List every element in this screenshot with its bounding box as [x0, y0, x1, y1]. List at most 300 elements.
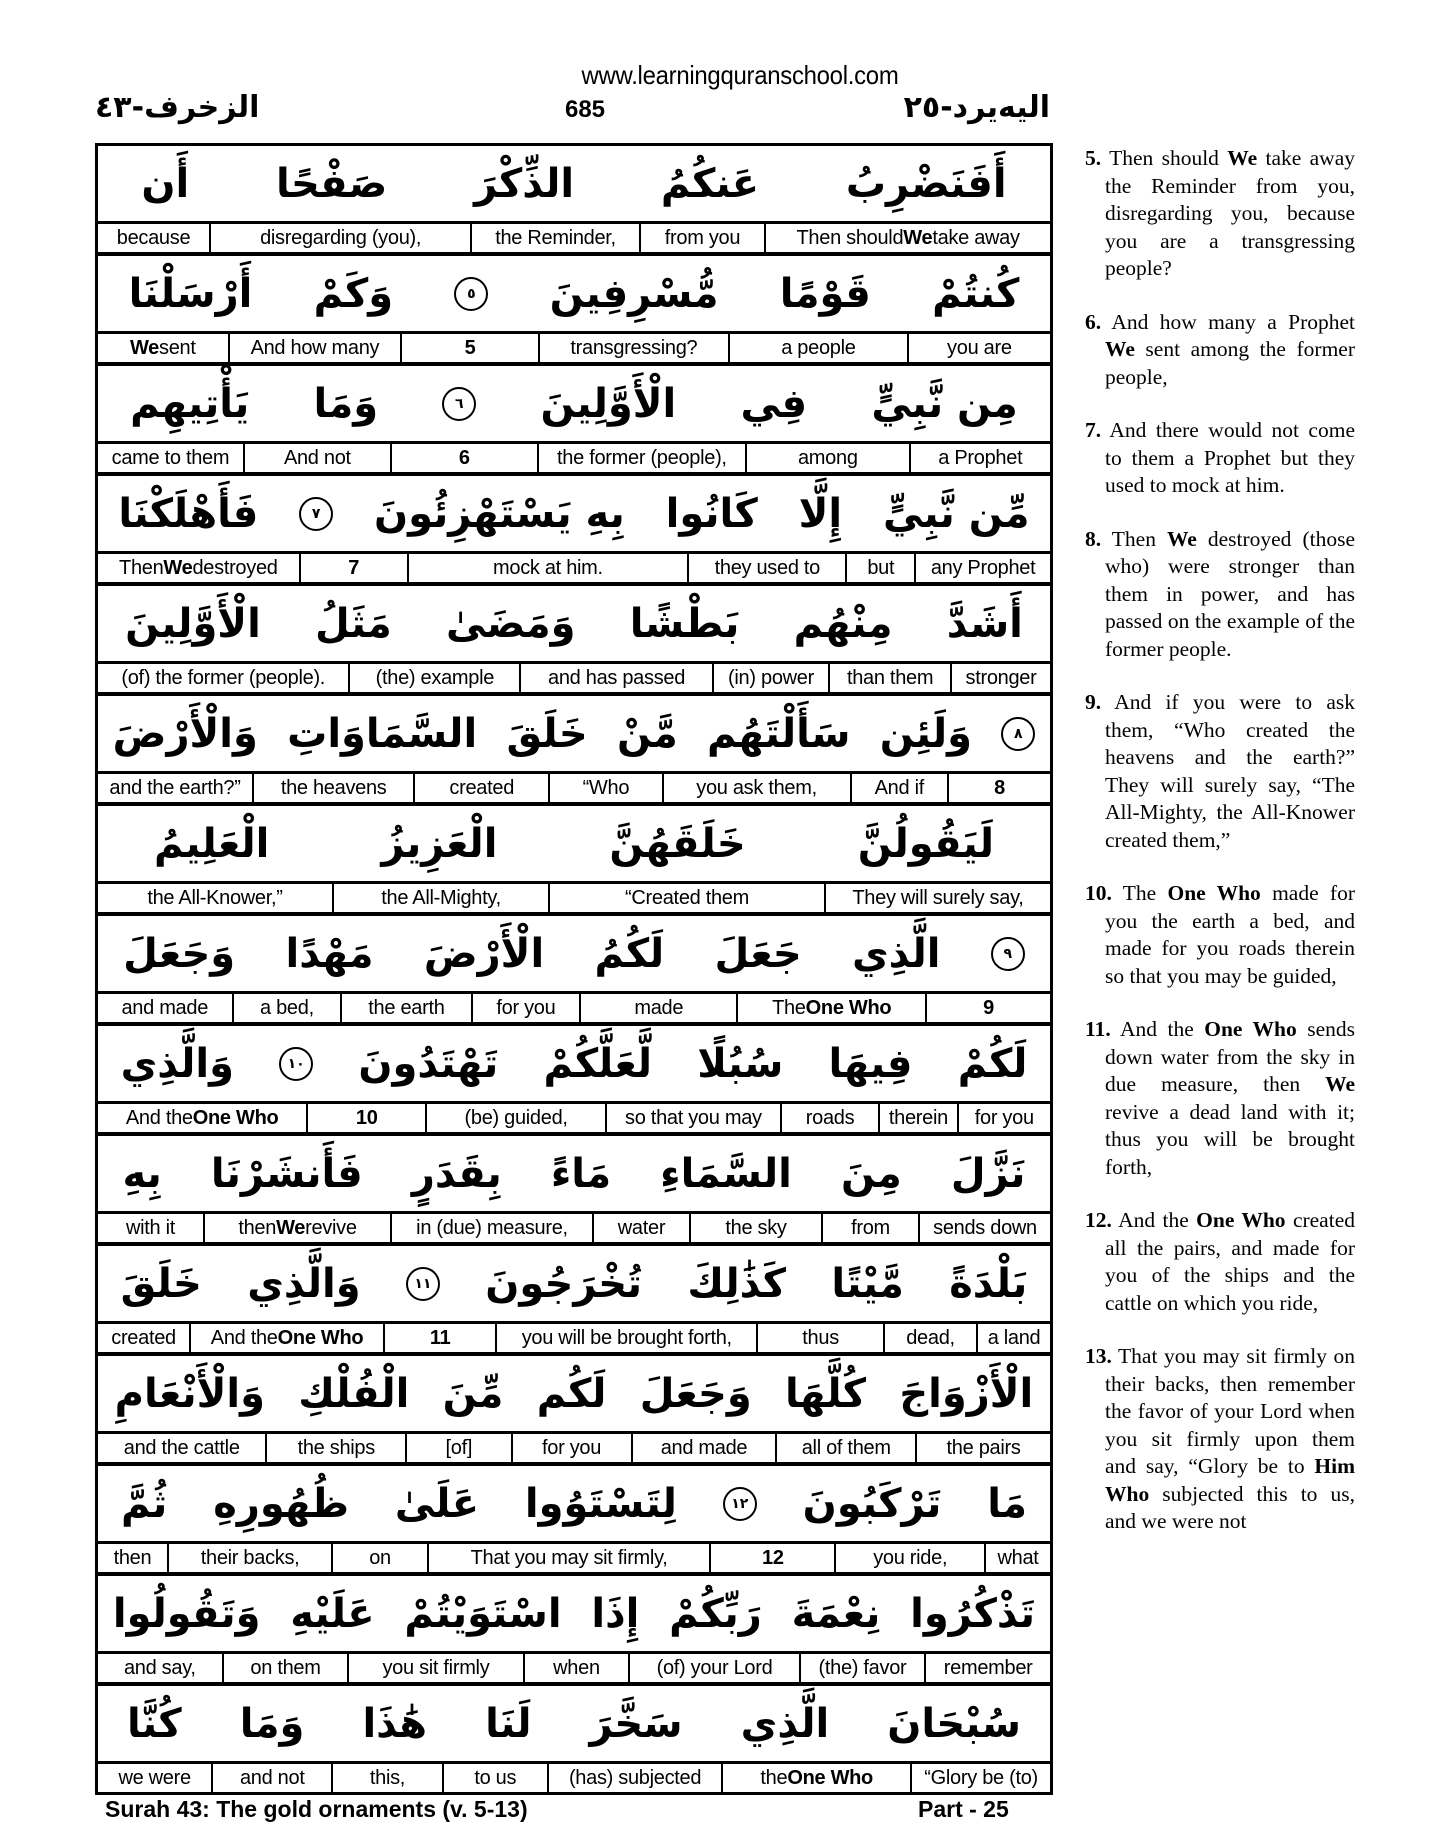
- gloss-row: [98, 554, 1050, 586]
- gloss-cell: [413, 774, 548, 802]
- gloss-text: created: [449, 776, 515, 799]
- verse-translation: [1085, 145, 1355, 283]
- gloss-cell: [265, 1434, 405, 1462]
- gloss-text: a bed,: [260, 996, 314, 1019]
- arabic-word: الْعَلِيمُ: [153, 820, 270, 867]
- arabic-word: الْعَزِيزُ: [381, 820, 498, 867]
- translation-text: made for you the earth a bed, and made for you roads therein so that you may be guided,: [1105, 881, 1355, 988]
- gloss-text: this,: [369, 1766, 406, 1789]
- gloss-text: when: [553, 1656, 600, 1679]
- gloss-cell: [98, 224, 209, 252]
- verse-translation: [1085, 526, 1355, 664]
- gloss-row: [98, 1764, 1050, 1792]
- gloss-text: stronger: [965, 666, 1037, 689]
- translation-column: [1085, 145, 1355, 1562]
- gloss-cell: [687, 554, 845, 582]
- arabic-word: مُّسْرِفِينَ: [549, 270, 719, 317]
- gloss-text: then: [238, 1216, 277, 1239]
- arabic-word: لَنَا: [485, 1700, 532, 1747]
- gloss-cell: [780, 1104, 879, 1132]
- gloss-text: dead,: [906, 1326, 955, 1349]
- gloss-cell: [537, 444, 745, 472]
- gloss-text: you ride,: [873, 1546, 948, 1569]
- gloss-text: you sit firmly: [382, 1656, 490, 1679]
- gloss-text: revive: [305, 1216, 357, 1239]
- verse-number: 10.: [1085, 881, 1112, 905]
- gloss-text: Then: [119, 556, 164, 579]
- arabic-word: ثُمَّ: [120, 1480, 168, 1527]
- gloss-text: “Glory be (to): [924, 1766, 1038, 1789]
- verse-translation: [1085, 1343, 1355, 1536]
- arabic-word: سَخَّرَ: [589, 1700, 683, 1747]
- arabic-word: سُبْحَانَ: [887, 1700, 1021, 1747]
- gloss-cell: [348, 664, 519, 692]
- verse-number: 13.: [1085, 1344, 1112, 1368]
- arabic-word: وَجَعَلَ: [639, 1370, 752, 1417]
- verse-translation: [1085, 1207, 1355, 1317]
- arabic-row: [98, 146, 1050, 224]
- arabic-word: نَزَّلَ: [950, 1150, 1026, 1197]
- gloss-cell: [331, 1764, 441, 1792]
- gloss-cell: [745, 444, 909, 472]
- arabic-word: اسْتَوَيْتُمْ: [404, 1590, 562, 1637]
- word-by-word-table: [95, 143, 1053, 1795]
- gloss-text: and made: [660, 1436, 748, 1459]
- translation-emphasis: We: [1105, 337, 1135, 361]
- gloss-text: and not: [239, 1766, 305, 1789]
- verse-number: 5.: [1085, 146, 1102, 170]
- arabic-word: إِذَا: [591, 1590, 640, 1637]
- arabic-word: بَلْدَةً: [949, 1260, 1028, 1307]
- gloss-cell: [407, 554, 688, 582]
- gloss-cell: [425, 1104, 605, 1132]
- arabic-word: تَهْتَدُونَ: [358, 1040, 499, 1087]
- arabic-word: الَّذِي: [740, 1700, 830, 1747]
- arabic-word: عَلَىٰ: [394, 1480, 480, 1527]
- arabic-word: وَمَا: [313, 380, 379, 427]
- arabic-word: يَأْتِيهِم: [130, 380, 250, 427]
- gloss-cell: [976, 1324, 1050, 1352]
- gloss-cell: [98, 1544, 167, 1572]
- gloss-text: 11: [429, 1326, 451, 1349]
- verse-end-marker-icon: ٦: [442, 387, 476, 421]
- arabic-row: [98, 256, 1050, 334]
- gloss-text: from: [851, 1216, 890, 1239]
- gloss-cell: [331, 1544, 427, 1572]
- gloss-cell: [347, 1654, 522, 1682]
- translation-text: And how many a Prophet: [1111, 309, 1355, 334]
- arabic-word: كُنَّا: [127, 1700, 182, 1747]
- gloss-cell: [918, 1214, 1050, 1242]
- verse-number: 12.: [1085, 1208, 1112, 1232]
- translation-emphasis: We: [1227, 146, 1258, 170]
- verse-number-cell: [390, 444, 537, 472]
- arabic-row: [98, 916, 1050, 994]
- gloss-text: what: [997, 1546, 1039, 1569]
- gloss-cell: [427, 1544, 710, 1572]
- verse-number: 11.: [1085, 1017, 1111, 1041]
- verse-translation: [1085, 689, 1355, 854]
- gloss-text: because: [116, 226, 191, 249]
- gloss-cell: [824, 884, 1050, 912]
- arabic-word: تُخْرَجُونَ: [485, 1260, 643, 1307]
- arabic-word: مَهْدًا: [285, 930, 374, 977]
- verse-translation: [1085, 880, 1355, 990]
- arabic-word: قَوْمًا: [779, 270, 871, 317]
- verse-end-marker-icon: ٨: [1001, 717, 1035, 751]
- gloss-text: but: [867, 556, 895, 579]
- gloss-cell: [712, 664, 828, 692]
- arabic-word: رَبِّكُمْ: [669, 1590, 762, 1637]
- arabic-word: صَفْحًا: [276, 160, 388, 207]
- gloss-text: destroyed: [192, 556, 278, 579]
- gloss-text: take away: [932, 226, 1020, 249]
- arabic-word: الذِّكْرَ: [474, 160, 575, 207]
- gloss-text: transgressing?: [570, 336, 698, 359]
- arabic-word: مِّنَ: [442, 1370, 504, 1417]
- arabic-row: [98, 1356, 1050, 1434]
- gloss-cell: [957, 1104, 1050, 1132]
- gloss-cell: [924, 1654, 1050, 1682]
- arabic-word: الْفُلْكِ: [298, 1370, 410, 1417]
- gloss-row: [98, 334, 1050, 366]
- translation-text: subjected this to us, and we were not: [1105, 1481, 1355, 1533]
- gloss-cell: [850, 774, 948, 802]
- arabic-row: [98, 1026, 1050, 1104]
- arabic-word: وَالَّذِي: [247, 1260, 361, 1307]
- gloss-text: 8: [994, 776, 1005, 799]
- gloss-cell: [98, 1654, 222, 1682]
- verse-translation: [1085, 1016, 1355, 1181]
- gloss-text: They will surely say,: [852, 886, 1024, 909]
- gloss-text: a land: [987, 1326, 1041, 1349]
- gloss-text: on them: [250, 1656, 321, 1679]
- gloss-text: and made: [121, 996, 209, 1019]
- translation-text: take away the Reminder from you, disregarding you, because you are a transgressing people?: [1105, 146, 1355, 280]
- gloss-text: (has) subjected: [568, 1766, 702, 1789]
- arabic-word: فِي: [740, 380, 808, 427]
- gloss-text: “Created them: [625, 886, 749, 909]
- verse-end-marker-icon: ١٠: [279, 1047, 313, 1081]
- verse-number-cell: [947, 774, 1050, 802]
- translation-text: And the: [1120, 1017, 1205, 1041]
- surah-title-arabic: الزخرف-٤٣: [95, 90, 260, 125]
- verse-end-marker-icon: ٩: [991, 937, 1025, 971]
- gloss-emphasis: One Who: [787, 1766, 873, 1789]
- gloss-text: remember: [943, 1656, 1033, 1679]
- gloss-cell: [390, 1214, 592, 1242]
- gloss-text: you are: [947, 336, 1012, 359]
- gloss-emphasis: We: [129, 336, 159, 359]
- gloss-text: a Prophet: [938, 446, 1023, 469]
- arabic-word: فَأَهْلَكْنَا: [118, 490, 259, 537]
- gloss-text: from you: [664, 226, 741, 249]
- arabic-word: وَتَقُولُوا: [112, 1590, 261, 1637]
- gloss-text: the All-Mighty,: [381, 886, 501, 909]
- gloss-cell: [689, 1214, 821, 1242]
- translation-text: Then: [1111, 526, 1167, 551]
- gloss-cell: [915, 1434, 1050, 1462]
- arabic-row: [98, 1576, 1050, 1654]
- arabic-row: [98, 1686, 1050, 1764]
- arabic-word: مَّنْ: [616, 710, 678, 757]
- gloss-cell: [523, 1654, 629, 1682]
- arabic-word: خَلَقَهُنَّ: [609, 820, 746, 867]
- gloss-cell: [98, 334, 228, 362]
- arabic-word: مَثَلُ: [315, 600, 392, 647]
- gloss-text: the heavens: [280, 776, 387, 799]
- gloss-cell: [883, 1324, 976, 1352]
- gloss-cell: [243, 444, 390, 472]
- gloss-cell: [495, 1324, 756, 1352]
- translation-text: sends down water from the sky in due measure, then: [1105, 1017, 1355, 1096]
- gloss-text: the sky: [725, 1216, 787, 1239]
- verse-translation: [1085, 417, 1355, 500]
- gloss-text: [of]: [445, 1436, 473, 1459]
- arabic-word: تَرْكَبُونَ: [802, 1480, 942, 1527]
- gloss-cell: [189, 1324, 383, 1352]
- arabic-row: [98, 1136, 1050, 1214]
- gloss-text: in (due) measure,: [416, 1216, 568, 1239]
- gloss-cell: [605, 1104, 780, 1132]
- arabic-word: أَفَنَضْرِبُ: [845, 160, 1007, 207]
- gloss-text: created: [111, 1326, 176, 1349]
- gloss-row: [98, 884, 1050, 916]
- gloss-cell: [98, 1434, 265, 1462]
- gloss-text: for you: [974, 1106, 1034, 1129]
- gloss-cell: [442, 1764, 547, 1792]
- verse-number: 7.: [1085, 418, 1102, 442]
- arabic-word: الْأَرْضَ: [423, 930, 545, 977]
- gloss-cell: [167, 1544, 331, 1572]
- gloss-text: And how many: [250, 336, 380, 359]
- arabic-word: لَّعَلَّكُمْ: [543, 1040, 653, 1087]
- gloss-cell: [845, 554, 914, 582]
- gloss-row: [98, 1434, 1050, 1466]
- arabic-row: [98, 586, 1050, 664]
- gloss-cell: [203, 1214, 390, 1242]
- arabic-word: مَاءً: [550, 1150, 612, 1197]
- gloss-row: [98, 1104, 1050, 1136]
- gloss-cell: [332, 884, 548, 912]
- gloss-text: And the: [210, 1326, 278, 1349]
- translation-text: And there would not come to them a Prophet but they used to mock at him.: [1105, 418, 1355, 497]
- gloss-text: the Reminder,: [495, 226, 616, 249]
- gloss-text: among: [797, 446, 858, 469]
- gloss-cell: [98, 1214, 203, 1242]
- arabic-word: الْأَوَّلِينَ: [540, 380, 677, 427]
- arabic-word: خَلَقَ: [506, 710, 588, 757]
- arabic-word: مِّن نَّبِيٍّ: [882, 490, 1030, 537]
- gloss-cell: [98, 554, 299, 582]
- arabic-word: الْأَوَّلِينَ: [125, 600, 261, 647]
- gloss-cell: [909, 444, 1050, 472]
- gloss-text: so that you may: [625, 1106, 762, 1129]
- gloss-row: [98, 994, 1050, 1026]
- gloss-text: we were: [118, 1766, 191, 1789]
- gloss-row: [98, 1654, 1050, 1686]
- gloss-text: their backs,: [200, 1546, 300, 1569]
- gloss-cell: [662, 774, 850, 802]
- gloss-cell: [405, 1434, 510, 1462]
- translation-emphasis: We: [1325, 1072, 1355, 1096]
- arabic-word: بَطْشًا: [629, 600, 740, 647]
- gloss-cell: [222, 1654, 348, 1682]
- gloss-cell: [519, 664, 712, 692]
- translation-emphasis: Him Who: [1105, 1454, 1355, 1506]
- arabic-word: السَّمَاءِ: [660, 1150, 792, 1197]
- arabic-word: لِتَسْتَوُوا: [524, 1480, 677, 1527]
- gloss-text: 12: [762, 1546, 784, 1569]
- gloss-text: The: [772, 996, 806, 1019]
- translation-text: Then should: [1109, 146, 1228, 170]
- translation-text: And the: [1118, 1208, 1197, 1232]
- verse-number-cell: [306, 1104, 425, 1132]
- gloss-cell: [910, 1764, 1050, 1792]
- site-url: www.learningquranschool.com: [581, 60, 899, 90]
- gloss-text: the earth: [368, 996, 445, 1019]
- gloss-text: And not: [283, 446, 351, 469]
- arabic-row: [98, 806, 1050, 884]
- arabic-word: كُلَّهَا: [785, 1370, 867, 1417]
- gloss-row: [98, 224, 1050, 256]
- gloss-text: 7: [348, 556, 360, 579]
- gloss-text: sends down: [933, 1216, 1037, 1239]
- verse-end-marker-icon: ١٢: [723, 1487, 757, 1521]
- verse-number: 8.: [1085, 526, 1102, 551]
- gloss-cell: [631, 1434, 776, 1462]
- gloss-cell: [547, 1764, 721, 1792]
- arabic-word: عَنكُمُ: [660, 160, 760, 207]
- gloss-text: a people: [781, 336, 856, 359]
- gloss-row: [98, 1324, 1050, 1356]
- gloss-emphasis: One Who: [277, 1326, 364, 1349]
- gloss-text: Then should: [796, 226, 904, 249]
- gloss-cell: [511, 1434, 631, 1462]
- arabic-word: وَجَعَلَ: [123, 930, 236, 977]
- arabic-word: مَا: [987, 1480, 1028, 1527]
- gloss-text: 5: [464, 336, 476, 359]
- gloss-cell: [98, 1764, 211, 1792]
- footer-part: Part - 25: [918, 1796, 1009, 1822]
- arabic-word: الْأَزْوَاجَ: [899, 1370, 1034, 1417]
- translation-text: That you may sit firmly on their backs, then remember the favor of your Lord when you sit firmly upon them and say, “Glory be to: [1105, 1344, 1355, 1478]
- gloss-text: the: [760, 1766, 788, 1789]
- arabic-word: لَكُمُ: [594, 930, 665, 977]
- arabic-word: وَلَئِن: [879, 710, 972, 757]
- gloss-text: you will be brought forth,: [521, 1326, 732, 1349]
- gloss-cell: [878, 1104, 956, 1132]
- gloss-cell: [548, 884, 824, 912]
- gloss-text: you ask them,: [696, 776, 817, 799]
- arabic-word: نِعْمَةَ: [791, 1590, 881, 1637]
- verse-number-cell: [925, 994, 1050, 1022]
- gloss-text: the ships: [297, 1436, 375, 1459]
- gloss-text: made: [634, 996, 684, 1019]
- gloss-text: and the earth?”: [109, 776, 241, 799]
- gloss-emphasis: We: [276, 1216, 306, 1239]
- gloss-text: And the: [125, 1106, 193, 1129]
- gloss-text: 6: [458, 446, 470, 469]
- gloss-cell: [98, 994, 232, 1022]
- arabic-word: هَٰذَا: [362, 1700, 428, 1747]
- gloss-text: on: [369, 1546, 391, 1569]
- gloss-cell: [592, 1214, 689, 1242]
- arabic-word: أَرْسَلْنَا: [128, 270, 253, 317]
- part-title-arabic: اليه‌يرد-٢٥: [903, 90, 1050, 125]
- arabic-word: مِنْهُم: [793, 600, 893, 647]
- gloss-cell: [799, 1654, 925, 1682]
- gloss-text: (in) power: [728, 666, 814, 689]
- gloss-text: and say,: [123, 1656, 196, 1679]
- gloss-text: disregarding (you),: [260, 226, 422, 249]
- arabic-word: لَيَقُولُنَّ: [857, 820, 994, 867]
- translation-text: created all the pairs, and made for you of the ships and the cattle on which you ride,: [1105, 1208, 1355, 1315]
- arabic-row: [98, 366, 1050, 444]
- verse-number: 6.: [1085, 309, 1102, 334]
- gloss-text: came to them: [111, 446, 230, 469]
- verse-number: 9.: [1085, 690, 1102, 714]
- gloss-cell: [98, 884, 332, 912]
- gloss-cell: [579, 994, 736, 1022]
- gloss-text: That you may sit firmly,: [470, 1546, 668, 1569]
- gloss-cell: [98, 444, 243, 472]
- gloss-row: [98, 444, 1050, 476]
- arabic-word: الَّذِي: [851, 930, 941, 977]
- arabic-word: كَذَٰلِكَ: [687, 1260, 787, 1307]
- gloss-cell: [252, 774, 413, 802]
- arabic-word: خَلَقَ: [120, 1260, 202, 1307]
- verse-number-cell: [299, 554, 407, 582]
- gloss-row: [98, 774, 1050, 806]
- gloss-row: [98, 1214, 1050, 1246]
- gloss-text: water: [617, 1216, 666, 1239]
- arabic-word: لَكُم: [536, 1370, 607, 1417]
- page-number: 685: [564, 96, 606, 123]
- arabic-word: سَأَلْتَهُم: [707, 710, 851, 757]
- gloss-text: “Who: [582, 776, 630, 799]
- gloss-cell: [764, 224, 1050, 252]
- gloss-row: [98, 1544, 1050, 1576]
- gloss-cell: [907, 334, 1050, 362]
- gloss-text: (be) guided,: [464, 1106, 568, 1129]
- gloss-cell: [628, 1654, 798, 1682]
- arabic-word: أَشَدَّ: [946, 600, 1023, 647]
- arabic-word: وَالَّذِي: [120, 1040, 234, 1087]
- gloss-cell: [639, 224, 764, 252]
- verse-number-cell: [383, 1324, 495, 1352]
- gloss-text: mock at him.: [493, 556, 603, 579]
- gloss-cell: [834, 1544, 984, 1572]
- gloss-text: all of them: [801, 1436, 891, 1459]
- gloss-text: then: [113, 1546, 152, 1569]
- gloss-text: for you: [542, 1436, 602, 1459]
- arabic-word: عَلَيْهِ: [290, 1590, 375, 1637]
- gloss-text: the former (people),: [557, 446, 727, 469]
- gloss-cell: [821, 1214, 918, 1242]
- gloss-text: (the) favor: [818, 1656, 907, 1679]
- verse-number-cell: [400, 334, 537, 362]
- verse-end-marker-icon: ١١: [406, 1267, 440, 1301]
- gloss-cell: [728, 334, 907, 362]
- gloss-text: than them: [846, 666, 934, 689]
- gloss-text: the All-Knower,”: [147, 886, 283, 909]
- gloss-cell: [538, 334, 728, 362]
- gloss-emphasis: We: [903, 226, 933, 249]
- gloss-cell: [98, 1324, 189, 1352]
- arabic-word: مِنَ: [840, 1150, 902, 1197]
- arabic-word: وَالْأَرْضَ: [112, 710, 258, 757]
